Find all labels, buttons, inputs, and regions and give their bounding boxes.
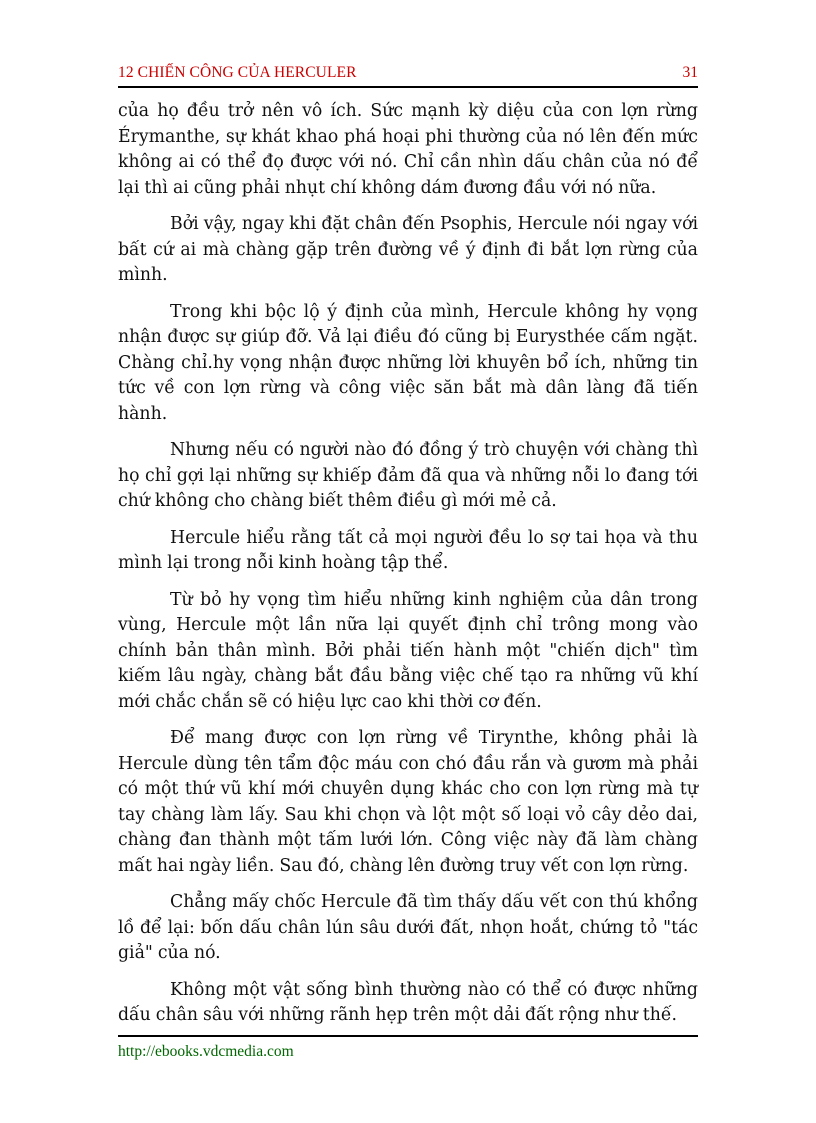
paragraph: Nhưng nếu có người nào đó đồng ý trò chuyện với chàng thì họ chỉ gợi lại những sự khiếp đảm đã qua và những nỗi lo đang tới chứ không cho chàng biết thêm điều gì mới mẻ cả. — [118, 440, 698, 511]
page-header — [118, 62, 698, 88]
footer-link[interactable]: http://ebooks.vdcmedia.com — [118, 1043, 294, 1060]
paragraph: của họ đều trở nên vô ích. Sức mạnh kỳ diệu của con lợn rừng Érymanthe, sự khát khao phá hoại phi thường của nó lên đến mức không ai có thể đọ được với nó. Chỉ cần nhìn dấu chân của nó để lại thì ai cũng phải nhụt chí không dám đương đầu với nó nữa. — [118, 101, 698, 198]
footer-divider — [118, 1035, 698, 1037]
paragraph: Bởi vậy, ngay khi đặt chân đến Psophis, Hercule nói ngay với bất cứ ai mà chàng gặp trên đường về ý định đi bắt lợn rừng của mình. — [118, 214, 698, 285]
paragraph: Từ bỏ hy vọng tìm hiểu những kinh nghiệm của dân trong vùng, Hercule một lần nữa lại quyết định chỉ trông mong vào chính bản thân mình. Bởi phải tiến hành một "chiến dịch" tìm kiếm lâu ngày, chàng bắt đầu bằng việc chế tạo ra những vũ khí mới chắc chắn sẽ có hiệu lực cao khi thời cơ đến. — [118, 589, 698, 712]
paragraph: Trong khi bộc lộ ý định của mình, Hercule không hy vọng nhận được sự giúp đỡ. Vả lại điều đó cũng bị Eurysthée cấm ngặt. Chàng chỉ.hy vọng nhận được những lời khuyên bổ ích, những tin tức về con lợn rừng và công việc săn bắt mà dân làng đã tiến hành. — [118, 301, 698, 424]
paragraph: Chẳng mấy chốc Hercule đã tìm thấy dấu vết con thú khổng lồ để lại: bốn dấu chân lún sâu dưới đất, nhọn hoắt, chứng tỏ "tác giả" của nó. — [118, 892, 698, 963]
page-number: 31 — [682, 64, 698, 81]
paragraph: Hercule hiểu rằng tất cả mọi người đều lo sợ tai họa và thu mình lại trong nỗi kinh hoàng tập thể. — [118, 527, 698, 573]
book-title: 12 CHIẾN CÔNG CỦA HERCULER — [118, 64, 357, 81]
paragraph: Để mang được con lợn rừng về Tirynthe, không phải là Hercule dùng tên tẩm độc máu con chó đầu rắn và gươm mà phải có một thứ vũ khí mới chuyên dụng khác cho con lợn rừng mà tự tay chàng làm lấy. Sau khi chọn và lột một số loại vỏ cây dẻo dai, chàng đan thành một tấm lưới lớn. Công việc này đã làm chàng mất hai ngày liền. Sau đó, chàng lên đường truy vết con lợn rừng. — [118, 728, 698, 876]
page-body — [118, 99, 698, 1040]
paragraph: Không một vật sống bình thường nào có thể có được những dấu chân sâu với những rãnh hẹp trên một dải đất rộng như thế. — [118, 979, 698, 1025]
